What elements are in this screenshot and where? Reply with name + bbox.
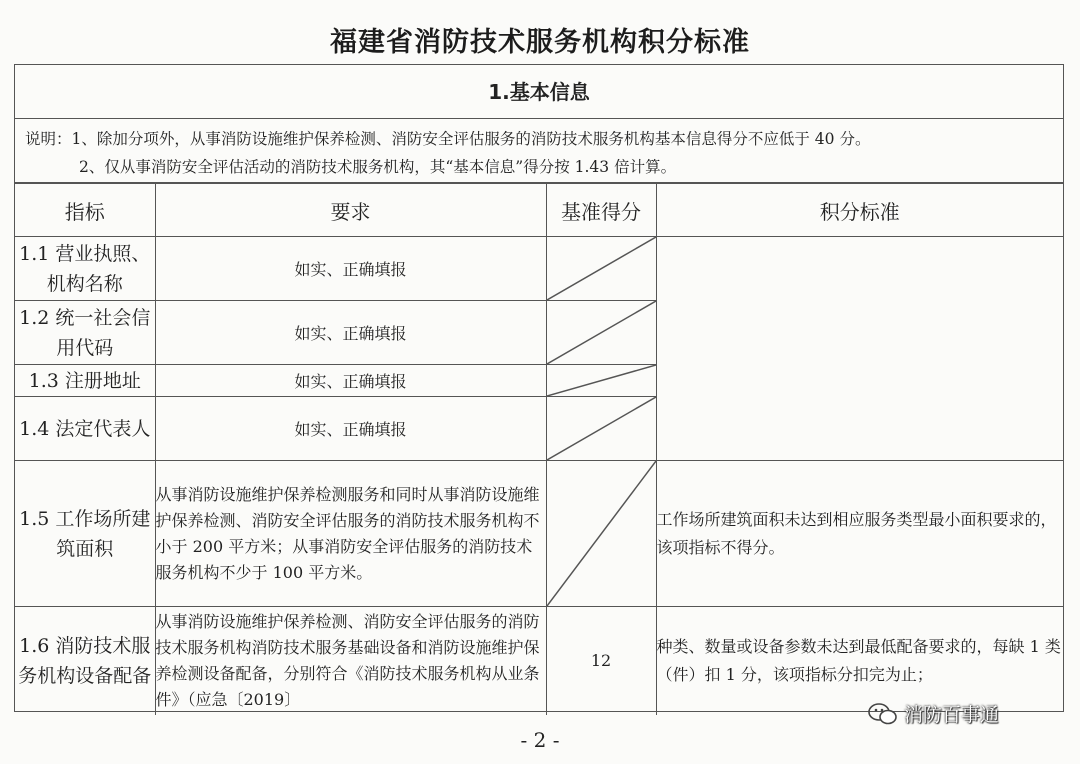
score-cell-empty	[546, 461, 656, 607]
header-row	[15, 184, 1063, 237]
requirement-cell: 从事消防设施维护保养检测服务和同时从事消防设施维护保养检测、消防安全评估服务的消防技术服务机构不小于 200 平方米；从事消防安全评估服务的消防技术服务机构不少于 100 平方米。	[155, 461, 546, 607]
wechat-icon	[868, 702, 898, 726]
watermark-text: 消防百事通	[904, 704, 1000, 726]
criteria-grid	[15, 183, 1063, 715]
diagonal-slash	[547, 301, 656, 364]
indicator-cell: 1.5 工作场所建筑面积	[15, 461, 155, 607]
watermark	[868, 700, 999, 727]
indicator-cell: 1.2 统一社会信用代码	[15, 301, 155, 365]
indicator-cell: 1.4 法定代表人	[15, 397, 155, 461]
table-row	[15, 461, 1063, 607]
criteria-cell: 种类、数量或设备参数未达到最低配备要求的，每缺 1 类（件）扣 1 分，该项指标分扣完为止；	[656, 607, 1063, 715]
requirement-cell: 如实、正确填报	[155, 397, 546, 461]
indicator-cell: 1.1 营业执照、机构名称	[15, 237, 155, 301]
requirement-cell: 如实、正确填报	[155, 237, 546, 301]
diagonal-slash	[547, 397, 656, 460]
diagonal-slash	[547, 461, 656, 606]
diagonal-slash	[547, 365, 656, 396]
requirement-cell: 如实、正确填报	[155, 365, 546, 397]
section-header: 1.基本信息	[15, 65, 1063, 119]
note-2: 2、仅从事消防安全评估活动的消防技术服务机构，其“基本信息”得分按 1.43 倍计算。	[79, 158, 677, 176]
table-row	[15, 607, 1063, 715]
score-cell-empty	[546, 397, 656, 461]
requirement-cell: 从事消防设施维护保养检测、消防安全评估服务的消防技术服务机构消防技术服务基础设备和消防设施维护保养检测设备配备，分别符合《消防技术服务机构从业条件》（应急〔2019〕	[155, 607, 546, 715]
score-cell-empty	[546, 365, 656, 397]
indicator-cell: 1.6 消防技术服务机构设备配备	[15, 607, 155, 715]
note-1: 说明：1、除加分项外，从事消防设施维护保养检测、消防安全评估服务的消防技术服务机构基本信息得分不应低于 40 分。	[25, 130, 871, 148]
diagonal-slash	[547, 237, 656, 300]
col-header-requirement: 要求	[155, 184, 546, 237]
score-cell-empty	[546, 301, 656, 365]
notes-block	[15, 119, 1063, 183]
col-header-indicator: 指标	[15, 184, 155, 237]
criteria-cell-empty	[656, 237, 1063, 461]
document-title: 福建省消防技术服务机构积分标准	[330, 27, 750, 58]
score-cell-empty	[546, 237, 656, 301]
requirement-cell: 如实、正确填报	[155, 301, 546, 365]
page-number: - 2 -	[520, 728, 560, 752]
table-row	[15, 237, 1063, 301]
col-header-criteria: 积分标准	[656, 184, 1063, 237]
criteria-cell: 工作场所建筑面积未达到相应服务类型最小面积要求的，该项指标不得分。	[656, 461, 1063, 607]
score-cell: 12	[546, 607, 656, 715]
standards-table	[14, 64, 1064, 712]
indicator-cell: 1.3 注册地址	[15, 365, 155, 397]
col-header-base-score: 基准得分	[546, 184, 656, 237]
